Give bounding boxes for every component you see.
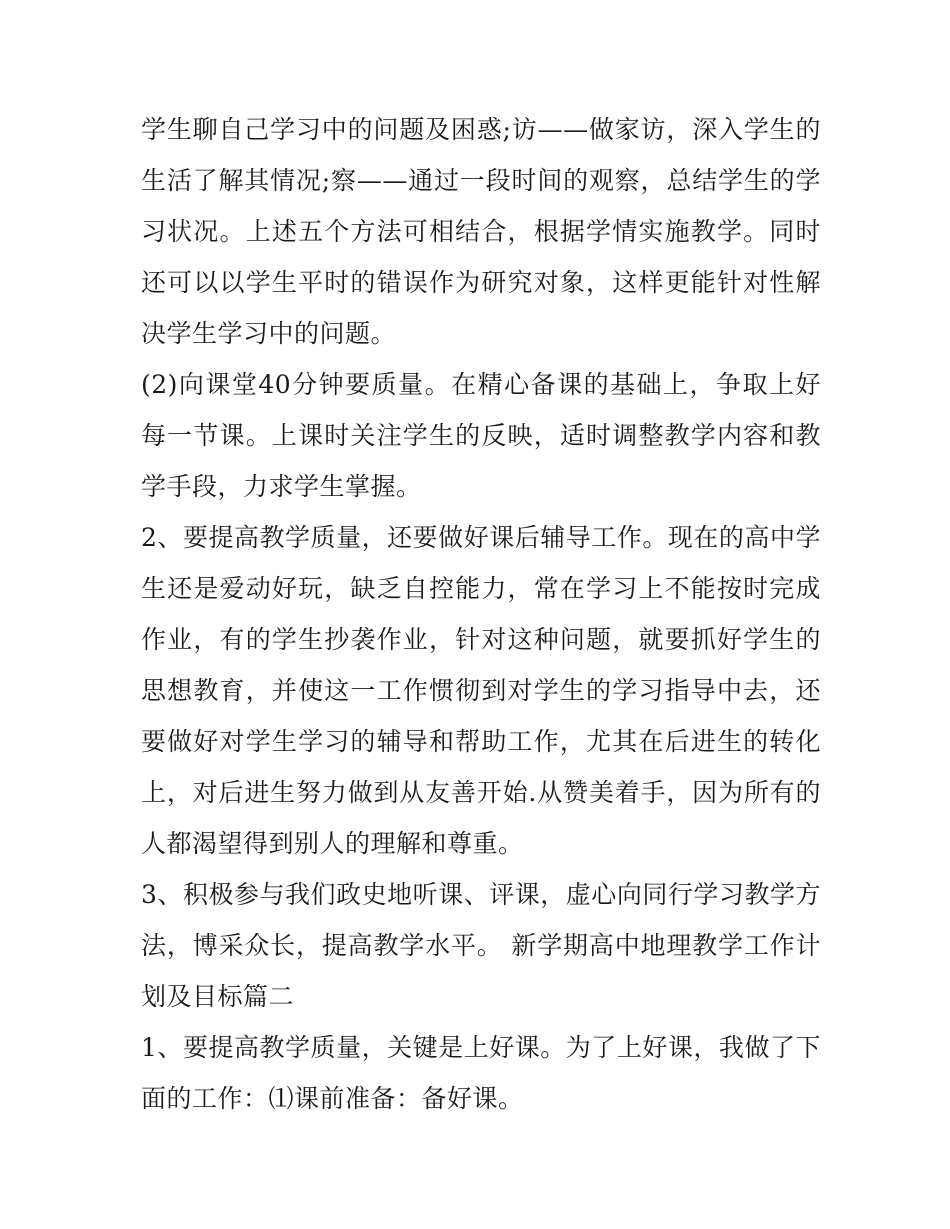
paragraph-3: 2、要提高教学质量，还要做好课后辅导工作。现在的高中学生还是爱动好玩，缺乏自控能力，常在学习上不能按时完成作业，有的学生抄袭作业，针对这种问题，就要抓好学生的思想教育，并使这一工作惯彻到对学生的学习指导中去，还要做好对学生学习的辅导和帮助工作，尤其在后进生的转化上，对后进生努力做到从友善开始.从赞美着手，因为所有的人都渴望得到别人的理解和尊重。 — [141, 523, 821, 858]
paragraph-4: 3、积极参与我们政史地听课、评课，虚心向同行学习教学方法，博采众长，提高教学水平。 新学期高中地理教学工作计划及目标篇二 — [141, 880, 821, 1011]
document-body — [141, 104, 821, 1124]
paragraph-1: 学生聊自己学习中的问题及困惑;访——做家访，深入学生的生活了解其情况;察——通过一段时间的观察，总结学生的学习状况。上述五个方法可相结合，根据学情实施教学。同时还可以以学生平时的错误作为研究对象，这样更能针对性解决学生学习中的问题。 — [141, 115, 821, 348]
paragraph-5: 1、要提高教学质量，关键是上好课。为了上好课，我做了下面的工作：⑴课前准备：备好课。 — [141, 1033, 821, 1113]
paragraph-2: (2)向课堂40分钟要质量。在精心备课的基础上，争取上好每一节课。上课时关注学生的反映，适时调整教学内容和教学手段，力求学生掌握。 — [141, 370, 821, 501]
